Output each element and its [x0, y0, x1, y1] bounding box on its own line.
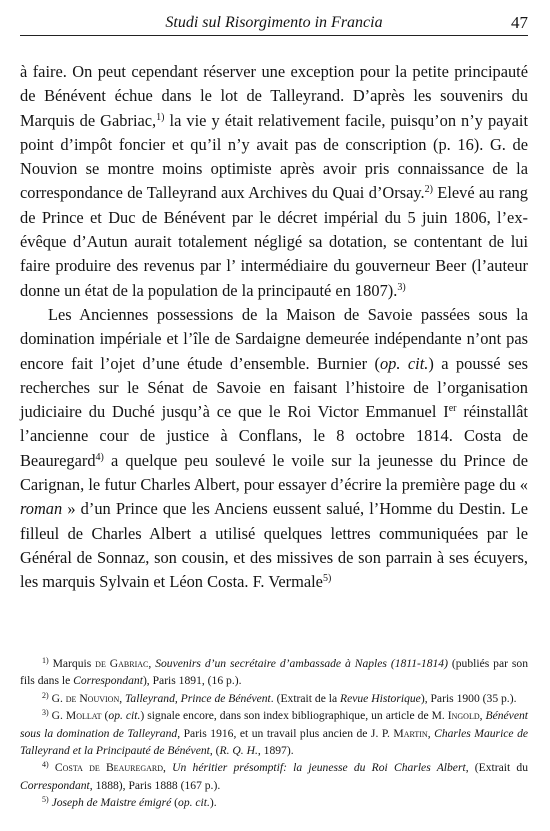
footnote-number: 5) — [42, 795, 49, 805]
running-header — [20, 12, 528, 36]
footnote-text: ). — [209, 796, 217, 810]
text-run: » d’un Prince que les Anciens eussent salué, l’Homme du Destin. Le filleul de Charles Albert a utilisé quelques lettres communiquées par le Général de Sonnaz, son cousin, et des missives de son parrain à ses écuyers, les marquis Sylvain et Léon Costa. F. Vermale — [20, 499, 528, 592]
footnote-number: 3) — [42, 708, 49, 718]
header-rule — [20, 35, 528, 36]
footnote-text: , — [163, 761, 173, 775]
text-run: réinstallât l’ancienne cour de justice à Conflans, le 8 octobre 1814. Costa de Beauregard — [20, 402, 528, 470]
footnote-text: Marquis — [48, 657, 96, 670]
text-run: ) a poussé ses recherches sur le Sénat de Savoie en faisant l’histoire de l’organisation judiciaire du Duché jusqu’à ce que le Roi Victor Emmanuel I — [20, 353, 528, 422]
page-number: 47 — [511, 13, 528, 32]
text-run: à faire. On peut cependant réserver une exception pour la petite principauté de Bénévent échue dans le lot de Talleyrand. D’après les souvenirs du Marquis de Gabriac, — [20, 62, 528, 130]
footnote-4 — [20, 759, 528, 794]
footnote-text: (publiés par son fils dans le — [20, 657, 528, 688]
work-title: Revue Historique — [340, 691, 421, 705]
main-text — [20, 60, 528, 595]
author-name: de Nouvion — [65, 691, 120, 705]
footnote-text: , — [148, 657, 156, 670]
footnote-number: 2) — [42, 690, 49, 700]
footnote-text: . (Extrait de la — [270, 691, 341, 705]
work-title: Charles Maurice de Talleyrand et la Principauté de Bénévent — [20, 726, 529, 758]
footnote-text: G. — [48, 709, 66, 723]
author-name: Martin — [393, 726, 428, 740]
work-title: op. cit. — [108, 709, 141, 723]
footnote-ref[interactable]: 5) — [322, 573, 332, 585]
footnote-ref[interactable]: 3) — [397, 281, 406, 293]
footnote-5 — [20, 794, 528, 811]
footnote-ref[interactable]: 2) — [424, 184, 433, 196]
footnote-text: , — [427, 726, 435, 740]
footnote-ref[interactable]: 4) — [95, 451, 104, 463]
footnote-text: ), Paris 1900 (35 p.). — [420, 691, 517, 705]
work-title: Correspondant — [20, 778, 90, 792]
running-title: Studi sul Risorgimento in Francia — [165, 14, 383, 31]
footnote-text: ) signale encore, dans son index bibliographique, un article de M. — [140, 709, 448, 723]
footnote-text: , ( — [209, 744, 220, 758]
work-title: Joseph de Maistre émigré — [51, 796, 172, 810]
footnote-1 — [20, 655, 528, 690]
footnote-text: ( — [101, 709, 109, 723]
footnote-number: 1) — [42, 656, 49, 665]
footnote-2 — [20, 690, 528, 707]
text-run-italic: roman — [20, 499, 63, 519]
author-name: Ingold — [447, 709, 480, 723]
text-run-italic: op. cit. — [379, 353, 429, 373]
paragraph — [20, 303, 528, 595]
author-name: Costa de Beauregard — [54, 761, 164, 775]
footnote-text: G. — [48, 691, 66, 705]
footnote-text: , Paris 1916, et un travail plus ancien de J. P. — [177, 726, 394, 740]
text-run: Elevé au rang de Prince et Duc de Bénévent par le décret impérial du 5 juin 1806, l’ex-évêque d’Autun aurait totalement négligé sa dotation, se contentant de lui faire produire des revenus par l’ intermédiaire du gouverneur Beer (l’auteur donne un état de la population de la principauté en 1807). — [20, 183, 528, 300]
footnote-text: , — [119, 691, 126, 705]
footnote-text: , 1888), Paris 1888 (167 p.). — [89, 778, 221, 792]
footnote-text: ( — [171, 796, 179, 810]
footnote-text: , 1897). — [257, 744, 294, 758]
footnote-number: 4) — [42, 760, 49, 770]
footnote-ref[interactable]: 1) — [156, 111, 165, 123]
work-title: Un héritier présomptif: la jeunesse du Roi Charles Albert — [172, 761, 466, 775]
paragraph — [20, 60, 528, 303]
work-title: Bénévent sous la domination de Talleyrand — [20, 709, 528, 740]
footnote-text: ), Paris 1891, (16 p.). — [142, 674, 242, 688]
footnote-text: , — [479, 709, 486, 723]
footnote-text: , (Extrait du — [465, 761, 529, 775]
footnote-3 — [20, 707, 528, 759]
ordinal-suffix: er — [448, 403, 457, 415]
text-run: Les Anciennes possessions de la Maison de Savoie passées sous la domination impériale et l’île de Sardaigne demeurée indépendante n’ont pas encore fait l’ojet d’une étude d’ensemble. Burnier ( — [20, 304, 528, 373]
work-title: R. Q. H. — [219, 744, 258, 758]
author-name: de Gabriac — [95, 657, 149, 670]
text-run: la vie y était relativement facile, puisqu’on n’y payait point d’impôt foncier et qu’il n’y avait pas de conscription (p. 16). G. de Nouvion se montre moins optimiste après avoir pris connaissance de la correspondance de Talleyrand aux Archives du Quai d’Orsay. — [20, 110, 529, 203]
footnotes — [20, 655, 528, 812]
work-title: Souvenirs d’un secrétaire d’ambassade à Naples (1811-1814) — [155, 657, 448, 670]
author-name: Mollat — [65, 709, 102, 723]
text-run: a quelque peu soulevé le voile sur la jeunesse du Prince de Carignan, le futur Charles Albert, pour essayer d’écrire la première page du « — [20, 450, 528, 495]
work-title: Correspondant — [73, 674, 143, 688]
work-title: Talleyrand, Prince de Bénévent — [125, 691, 271, 705]
work-title: op. cit. — [178, 796, 210, 810]
